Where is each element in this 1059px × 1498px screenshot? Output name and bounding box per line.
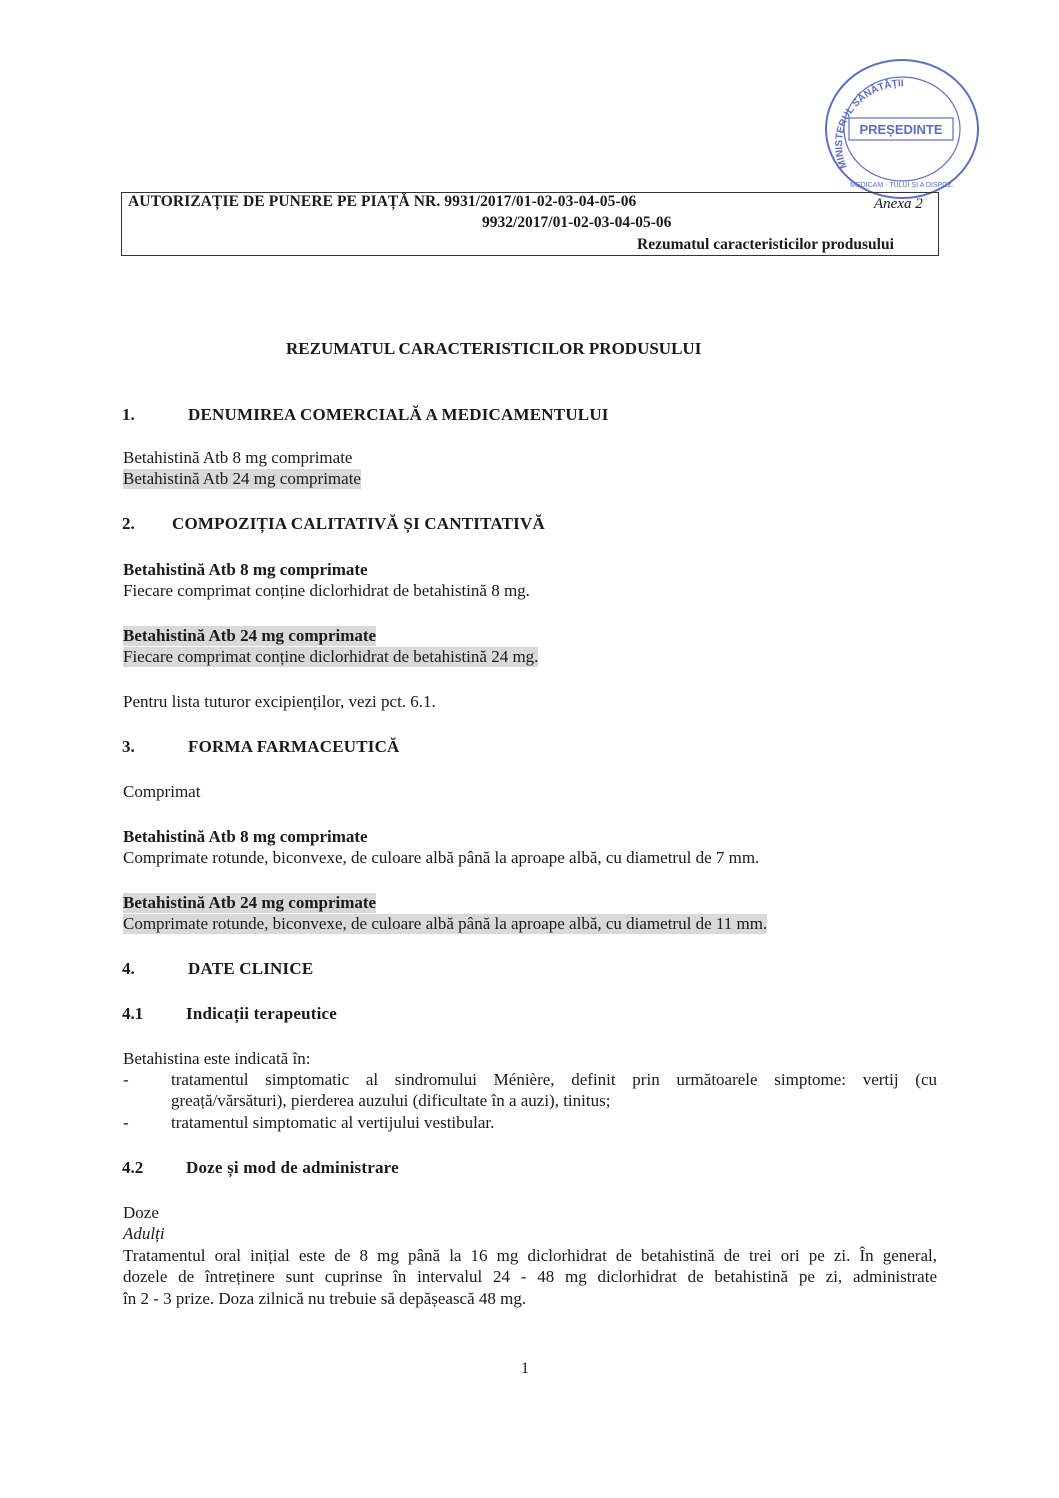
indication-2: tratamentul simptomatic al vertijului vestibular.: [171, 1113, 495, 1132]
svg-text:MEDICAM · TULUI ȘI A DISPOZ.: MEDICAM · TULUI ȘI A DISPOZ.: [850, 182, 954, 189]
product-name-8mg: Betahistină Atb 8 mg comprimate: [123, 448, 353, 467]
dosage-line-2: dozele de întreținere sunt cuprinse în intervalul 24 - 48 mg diclorhidrat de betahistină pe zi, administrate: [123, 1267, 937, 1286]
header-subtitle: Rezumatul caracteristicilor produsului: [637, 236, 894, 253]
indication-1-line1: tratamentul simptomatic al sindromului Ménière, definit prin următoarele simptome: vertij (cu: [171, 1070, 937, 1089]
section-4-2-number: 4.2: [122, 1158, 144, 1177]
composition-8mg-text: Fiecare comprimat conține diclorhidrat de betahistină 8 mg.: [123, 581, 530, 600]
section-4-title: DATE CLINICE: [188, 959, 314, 978]
excipients-reference: Pentru lista tuturor excipienților, vezi pct. 6.1.: [123, 692, 436, 711]
document-title: REZUMATUL CARACTERISTICILOR PRODUSULUI: [286, 339, 702, 358]
composition-24mg-heading: Betahistină Atb 24 mg comprimate: [123, 626, 377, 645]
svg-text:MINISTERUL SĂNĂTĂȚII: MINISTERUL SĂNĂTĂȚII: [833, 78, 904, 170]
dosage-line-1: Tratamentul oral inițial este de 8 mg până la 16 mg diclorhidrat de betahistină de trei ori pe zi. În general,: [123, 1246, 937, 1265]
official-stamp: [823, 57, 981, 200]
bullet-dash: -: [123, 1113, 129, 1132]
indication-1-line2: greață/vărsături), pierderea auzului (dificultate în a auzi), tinitus;: [171, 1091, 611, 1110]
page-number: 1: [521, 1360, 529, 1377]
composition-8mg-heading: Betahistină Atb 8 mg comprimate: [123, 560, 368, 579]
section-1-title: DENUMIREA COMERCIALĂ A MEDICAMENTULUI: [188, 405, 609, 424]
section-1-number: 1.: [122, 405, 135, 424]
indications-intro: Betahistina este indicată în:: [123, 1049, 311, 1068]
form-24mg-text: Comprimate rotunde, biconvexe, de culoare albă până la aproape albă, cu diametrul de 11 mm.: [123, 914, 768, 933]
form-8mg-heading: Betahistină Atb 8 mg comprimate: [123, 827, 368, 846]
form-8mg-text: Comprimate rotunde, biconvexe, de culoare albă până la aproape albă, cu diametrul de 7 mm.: [123, 848, 760, 867]
form-24mg-heading: Betahistină Atb 24 mg comprimate: [123, 893, 377, 912]
stamp-center-text: PREȘEDINTE: [859, 122, 943, 137]
product-name-24mg: Betahistină Atb 24 mg comprimate: [123, 469, 361, 488]
section-3-number: 3.: [122, 737, 135, 756]
section-4-1-number: 4.1: [122, 1004, 144, 1023]
adults-label: Adulți: [123, 1224, 165, 1243]
doses-label: Doze: [123, 1203, 159, 1222]
composition-24mg-text: Fiecare comprimat conține diclorhidrat de betahistină 24 mg.: [123, 647, 539, 666]
dosage-line-3: în 2 - 3 prize. Doza zilnică nu trebuie să depășească 48 mg.: [123, 1289, 527, 1308]
section-2-title: COMPOZIȚIA CALITATIVĂ ȘI CANTITATIVĂ: [172, 514, 545, 533]
section-4-1-title: Indicații terapeutice: [186, 1004, 338, 1023]
section-3-title: FORMA FARMACEUTICĂ: [188, 737, 400, 756]
section-4-2-title: Doze și mod de administrare: [186, 1158, 399, 1177]
annex-label: Anexa 2: [874, 196, 923, 212]
authorization-number-2: 9932/2017/01-02-03-04-05-06: [482, 214, 672, 231]
bullet-dash: -: [123, 1070, 129, 1089]
pharmaceutical-form: Comprimat: [123, 782, 201, 801]
authorization-number: AUTORIZAȚIE DE PUNERE PE PIAȚĂ NR. 9931/2017/01-02-03-04-05-06: [128, 193, 637, 210]
section-2-number: 2.: [122, 514, 135, 533]
section-4-number: 4.: [122, 959, 135, 978]
